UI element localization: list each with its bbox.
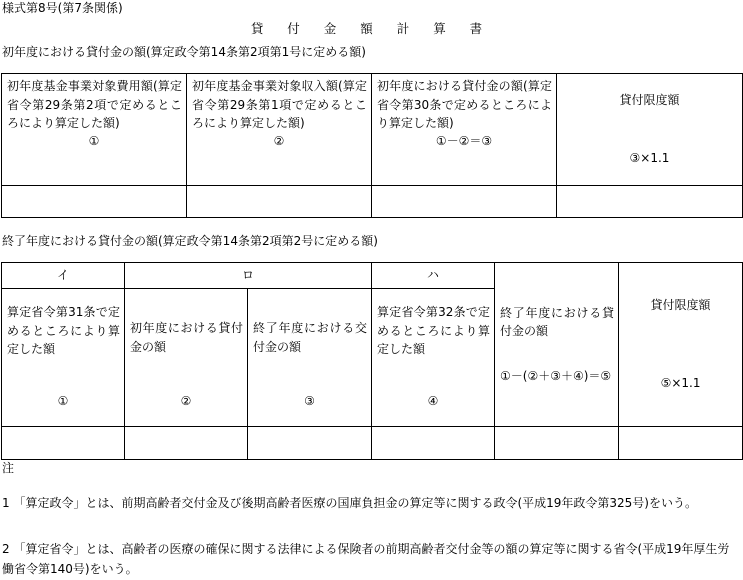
final-year-col-5-text: 終了年度における貸付金の額 [500, 305, 615, 339]
final-year-col-6 [619, 263, 743, 427]
group-header-ha: ハ [372, 263, 495, 289]
document-title: 貸 付 金 額 計 算 書 [250, 21, 493, 36]
final-year-value-2[interactable] [125, 427, 248, 460]
first-year-col-4-text: 貸付限度額 [619, 93, 680, 108]
final-year-value-5[interactable] [495, 427, 619, 460]
first-year-col-3-mark: ①－②＝③ [435, 133, 493, 148]
first-year-value-row [2, 186, 743, 218]
first-year-col-3-text: 初年度における貸付金の額(算定省令第30条で定めるところにより算定した額) [377, 79, 552, 131]
note-1: 1 「算定政令」とは、前期高齢者交付金及び後期高齢者医療の国庫負担金の算定等に関する政令(平成19年政令第325号)をいう。 [2, 496, 697, 510]
first-year-col-3 [372, 74, 557, 186]
final-year-table [1, 262, 743, 460]
first-year-col-2 [187, 74, 372, 186]
first-year-col-1-mark: ① [88, 133, 100, 148]
group-header-i: イ [2, 263, 125, 289]
first-year-value-2[interactable] [187, 186, 372, 218]
final-year-col-4 [372, 289, 495, 427]
group-header-ro: ロ [125, 263, 372, 289]
section1-heading: 初年度における貸付金の額(算定政令第14条第2項第1号に定める額) [2, 45, 366, 59]
final-year-col-4-text: 算定省令第32条で定めるところにより算定した額 [377, 305, 491, 357]
final-year-col-1-text: 算定省令第31条で定めるところにより算定した額 [7, 305, 120, 357]
final-year-col-6-mark: ⑤×1.1 [660, 375, 701, 390]
final-year-value-4[interactable] [372, 427, 495, 460]
final-year-value-6[interactable] [619, 427, 743, 460]
final-year-col-3-text: 終了年度における交付金の額 [253, 321, 368, 354]
first-year-value-1[interactable] [2, 186, 187, 218]
final-year-col-1-mark: ① [57, 394, 69, 408]
first-year-col-4 [557, 74, 743, 186]
form-number: 様式第8号(第7条関係) [2, 1, 123, 15]
final-year-col-2 [125, 289, 248, 427]
first-year-col-2-mark: ② [273, 133, 285, 148]
first-year-table [1, 73, 743, 218]
final-year-col-5 [495, 263, 619, 427]
final-year-value-3[interactable] [248, 427, 372, 460]
final-year-col-2-mark: ② [180, 394, 192, 408]
first-year-col-2-text: 初年度基金事業対象収入額(算定省令第29条第1項で定めるところにより算定した額) [192, 79, 367, 131]
final-year-col-3 [248, 289, 372, 427]
first-year-col-1-text: 初年度基金事業対象費用額(算定省令第29条第2項で定めるところにより算定した額) [7, 79, 182, 131]
first-year-value-3[interactable] [372, 186, 557, 218]
final-year-col-4-mark: ④ [427, 394, 439, 408]
final-year-group-row [2, 263, 743, 289]
final-year-col-3-mark: ③ [304, 394, 315, 408]
final-year-value-row [2, 427, 743, 460]
notes-title: 注 [2, 461, 15, 475]
first-year-header-row [2, 74, 743, 186]
final-year-value-1[interactable] [2, 427, 125, 460]
final-year-col-6-text: 貸付限度額 [650, 298, 711, 313]
first-year-value-4[interactable] [557, 186, 743, 218]
final-year-col-1 [2, 289, 125, 427]
final-year-col-5-mark: ①－(②＋③＋④)＝⑤ [500, 368, 612, 383]
section2-heading: 終了年度における貸付金の額(算定政令第14条第2項第2号に定める額) [2, 234, 378, 248]
first-year-col-1 [2, 74, 187, 186]
note-2: 2 「算定省令」とは、高齢者の医療の確保に関する法律による保険者の前期高齢者交付金等の額の算定等に関する省令(平成19年厚生労働省令第140号)をいう。 [2, 542, 730, 576]
first-year-col-4-mark: ③×1.1 [629, 150, 670, 165]
final-year-col-2-text: 初年度における貸付金の額 [130, 321, 243, 354]
